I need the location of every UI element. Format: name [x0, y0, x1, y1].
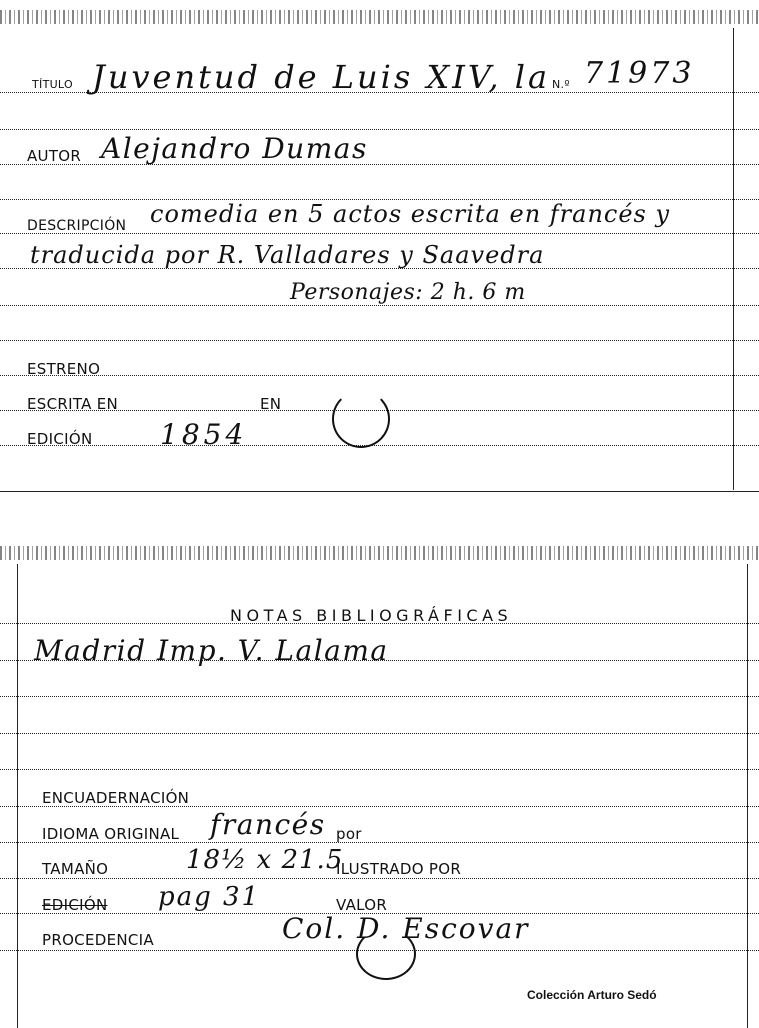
written-label: ESCRITA EN	[27, 395, 119, 413]
stamp-mark	[332, 390, 390, 448]
author-label: AUTOR	[27, 147, 82, 165]
notes-line-1: Madrid Imp. V. Lalama	[34, 634, 389, 667]
catalog-card-front	[0, 0, 759, 492]
ruled-line	[0, 733, 759, 734]
by-label: por	[336, 825, 362, 843]
ruled-line	[0, 445, 759, 446]
card-left-border	[17, 564, 18, 1028]
description-label: DESCRIPCIÓN	[27, 218, 127, 234]
ruled-line	[0, 340, 759, 341]
size-value: 18½ x 21.5	[186, 845, 344, 875]
card-torn-edge	[0, 10, 759, 24]
language-label: IDIOMA ORIGINAL	[42, 825, 180, 843]
edition-label: EDICIÓN	[42, 896, 108, 914]
language-value: francés	[210, 808, 326, 841]
ruled-line	[0, 878, 759, 879]
ruled-line	[0, 375, 759, 376]
collection-footer: Colección Arturo Sedó	[527, 988, 657, 1002]
ruled-line	[0, 129, 759, 130]
card-right-border	[733, 28, 734, 490]
card-right-border	[747, 564, 748, 1028]
number-label: N.º	[552, 78, 570, 91]
card-torn-edge	[0, 546, 759, 560]
binding-label: ENCUADERNACIÓN	[42, 789, 190, 807]
value-label: VALOR	[336, 896, 388, 914]
size-label: TAMAÑO	[42, 860, 109, 878]
description-line-2: traducida por R. Valladares y Saavedra	[30, 241, 545, 269]
provenance-value: Col. D. Escovar	[282, 912, 530, 945]
author-value: Alejandro Dumas	[101, 132, 368, 165]
written-in-label: EN	[260, 395, 282, 413]
provenance-label: PROCEDENCIA	[42, 931, 154, 949]
premiere-label: ESTRENO	[27, 360, 101, 378]
card-bottom-edge	[0, 491, 759, 492]
edition-value: 1854	[160, 418, 248, 451]
ruled-line	[0, 305, 759, 306]
number-value: 71973	[584, 56, 695, 91]
stamp-mark	[356, 928, 416, 980]
title-label: TÍTULO	[32, 78, 73, 91]
catalog-card-back	[0, 540, 759, 1028]
ruled-line	[0, 696, 759, 697]
description-line-1: comedia en 5 actos escrita en francés y	[150, 200, 671, 228]
notes-heading: NOTAS BIBLIOGRÁFICAS	[230, 606, 513, 625]
illustrated-label: ILUSTRADO POR	[336, 860, 462, 878]
description-line-3: Personajes: 2 h. 6 m	[290, 280, 526, 305]
ruled-line	[0, 769, 759, 770]
edition-label: EDICIÓN	[27, 430, 93, 448]
title-value: Juventud de Luis XIV, la	[92, 58, 551, 96]
edition-value: pag 31	[158, 882, 261, 912]
